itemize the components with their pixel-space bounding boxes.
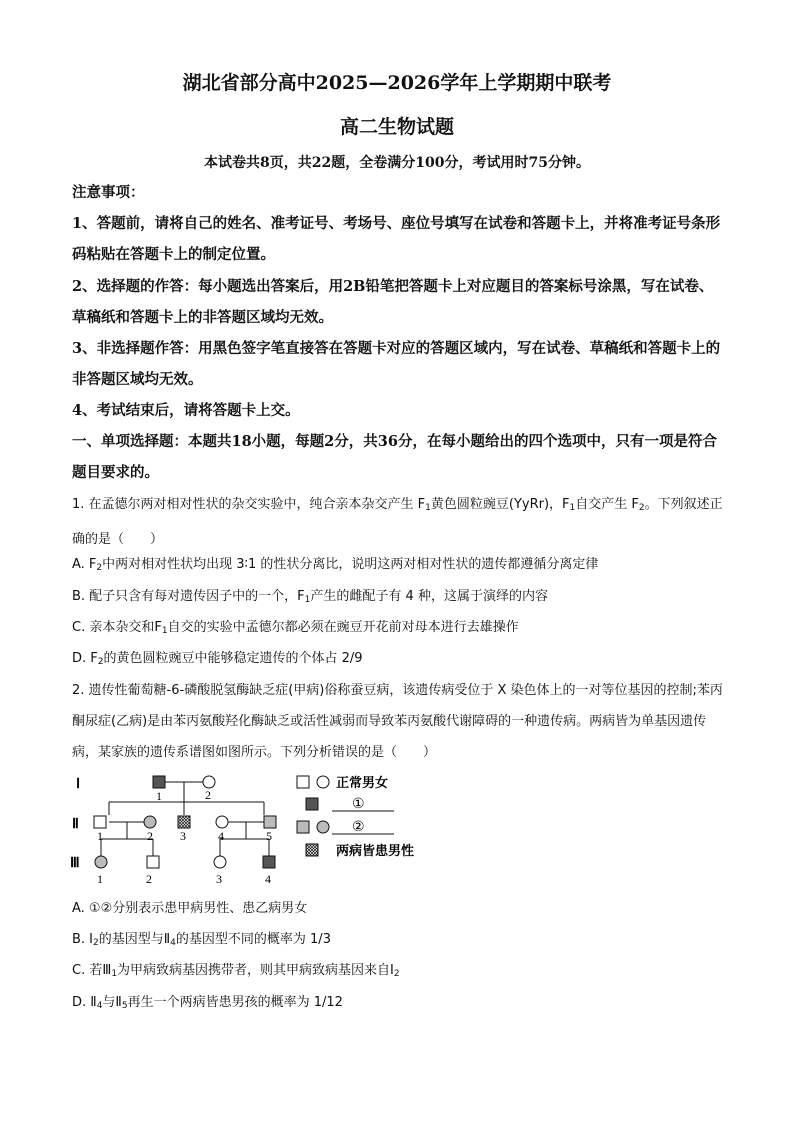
gen2-num-3: 3 [180,829,186,843]
gen-label-3: Ⅲ [70,856,80,871]
exam-info: 本试卷共8页，共22题，全卷满分100分，考试用时75分钟。 [204,155,590,171]
gen2-num-1: 1 [97,829,103,843]
legend-1-label: ① [352,797,365,812]
question-2-stem: 2. 遗传性葡萄糖-6-磷酸脱氢酶缺乏症(甲病)俗称蚕豆病，该遗传病受位于 X 染色体上的一对等位基因的控制;苯丙酮尿症(乙病)是由苯丙氨酸羟化酶缺乏或活性减弱而导致苯丙氨酸代谢障碍的一种遗传病。两病皆为单基因遗传病，某家族的遗传系谱图如图所示。下列分析错误的是（ ） [72,683,723,760]
gen3-num-3: 3 [216,872,222,886]
gen2-num-5: 5 [266,829,272,843]
q1-option-d: D. $F_2$的黄色圆粒豌豆中能够稳定遗传的个体占 2/9 [72,651,363,667]
gen1-ind2-normal-female [203,776,215,788]
legend-2-female-icon [317,821,329,833]
question-1-stem: 1. 在孟德尔两对相对性状的杂交实验中，纯合亲本杂交产生 $F_1$黄色圆粒豌豆(YyRr)，$F_1$自交产生 $F_2$。下列叙述正确的是（ ） [72,497,723,547]
notice-item-1: 1、答题前，请将自己的姓名、准考证号、考场号、座位号填写在试卷和答题卡上，并将准考证号条形码粘贴在答题卡上的制定位置。 [72,215,721,263]
notice-item-3: 3、非选择题作答：用黑色签字笔直接答在答题卡对应的答题区域内，写在试卷、草稿纸和答题卡上的非答题区域均无效。 [72,340,721,388]
pedigree-chart [66,766,446,896]
gen2-ind5-affected-male [264,816,276,828]
gen2-ind3-both-affected-male [178,816,190,828]
gen3-ind4-affected-male [263,856,275,868]
gen2-num-2: 2 [147,829,153,843]
legend-both-icon [306,844,318,856]
subject-title: 高二生物试题 [339,116,454,138]
notice-item-4: 4、考试结束后，请将答题卡上交。 [72,402,300,419]
notice-heading: 注意事项： [72,184,145,201]
gen2-ind1-normal-male [94,816,106,828]
q2-option-b: B. $Ⅰ_2$的基因型与$Ⅱ_4$的基因型不同的概率为 1/3 [72,932,331,948]
gen1-num-1: 1 [156,789,162,803]
gen2-num-4: 4 [218,829,224,843]
legend-normal-female-icon [317,776,329,788]
gen2-ind4-normal-female [216,816,228,828]
section-heading: 一、单项选择题：本题共18小题，每题2分，共36分，在每小题给出的四个选项中，只有一项是符合题目要求的。 [72,433,717,481]
gen2-ind2-affected-female [144,816,156,828]
gen3-ind2-normal-male [147,856,159,868]
legend-2-label: ② [352,820,365,835]
gen3-num-1: 1 [97,872,103,886]
legend-1-icon [306,798,318,810]
legend-normal-label: 正常男女 [336,776,389,791]
q2-option-a: A. ①②分别表示患甲病男性、患乙病男女 [72,901,308,916]
q2-option-c: C. 若$Ⅲ_1$为甲病致病基因携带者，则其甲病致病基因来自$Ⅰ_2$ [72,963,400,979]
notice-item-2: 2、选择题的作答：每小题选出答案后，用2B铅笔把答题卡上对应题目的答案标号涂黑，写在试卷、草稿纸和答题卡上的非答题区域均无效。 [72,278,714,326]
gen-label-1: Ⅰ [76,777,81,792]
gen3-ind1-affected-female [95,856,107,868]
q1-option-b: B. 配子只含有每对遗传因子中的一个，$F_1$产生的雌配子有 4 种，这属于演绎的内容 [72,589,548,605]
q1-option-c: C. 亲本杂交和$F_1$自交的实验中孟德尔都必须在豌豆开花前对母本进行去雄操作 [72,620,519,636]
q2-option-d: D. $Ⅱ_4$与$Ⅱ_5$再生一个两病皆患男孩的概率为 1/12 [72,995,343,1011]
gen1-ind1-affected-male [153,776,165,788]
gen-label-2: Ⅱ [72,817,79,832]
gen1-num-2: 2 [205,788,211,802]
legend-2-male-icon [297,821,309,833]
q1-option-a: A. $F_2$中两对相对性状均出现 3∶1 的性状分离比，说明这两对相对性状的遗传都遵循分离定律 [72,557,599,573]
gen3-num-4: 4 [265,872,271,886]
gen3-ind3-normal-female [214,856,226,868]
legend-both-label: 两病皆患男性 [336,844,415,859]
gen3-num-2: 2 [146,872,152,886]
legend-normal-male-icon [297,776,309,788]
exam-title: 湖北省部分高中2025—2026学年上学期期中联考 [182,72,612,94]
